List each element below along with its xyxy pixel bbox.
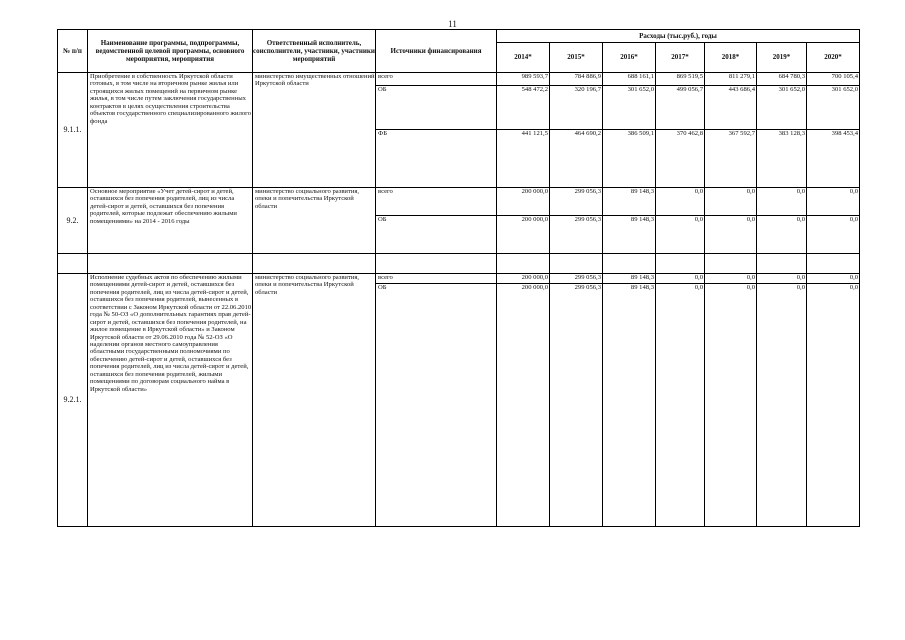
row-name: Исполнение судебных актов по обеспечению жилыми помещениями детей-сирот и детей, оставшихся без попечения родителей, лиц из числа детей-сирот и детей, оставшихся без попечения родителей, вынесенных в соответствии с Законом Иркутской области от 22.06.2010 года № 50-ОЗ «О дополнительных гарантиях прав детей-сирот и детей, оставшихся без попечения родителей, на жилое помещение в Иркутской области» и Законом Иркутской области от 29.06.2010 года № 52-ОЗ «О наделении органов местного самоуправления областными государственными полномочиями по обеспечению детей-сирот и детей, оставшихся без попечения родителей, лиц из числа детей-сирот и детей, оставшихся без попечения родителей, жилыми помещениями по договорам социального найма в Иркутской области» [88, 274, 253, 527]
value-cell: 441 121,5 [497, 130, 550, 188]
value-cell: 811 279,1 [705, 73, 757, 86]
value-cell: 0,0 [705, 284, 757, 527]
source-cell: всего [376, 274, 497, 284]
spacer-row [58, 254, 860, 274]
value-cell: 370 462,8 [656, 130, 705, 188]
row-executor: министерство социального развития, опеки и попечительства Иркутской области [253, 274, 376, 527]
source-cell: всего [376, 188, 497, 216]
header-year: 2018* [705, 43, 757, 73]
header-source: Источники финансирования [376, 30, 497, 73]
value-cell: 0,0 [705, 216, 757, 254]
value-cell: 0,0 [656, 284, 705, 527]
value-cell: 200 000,0 [497, 188, 550, 216]
source-cell: всего [376, 73, 497, 86]
value-cell: 386 509,1 [603, 130, 656, 188]
value-cell: 200 000,0 [497, 284, 550, 527]
value-cell: 367 592,7 [705, 130, 757, 188]
source-cell: ОБ [376, 284, 497, 527]
value-cell: 0,0 [757, 216, 807, 254]
value-cell: 700 105,4 [807, 73, 860, 86]
value-cell: 299 056,3 [550, 274, 603, 284]
value-cell: 0,0 [757, 188, 807, 216]
header-year: 2015* [550, 43, 603, 73]
value-cell: 301 652,0 [603, 86, 656, 130]
row-executor: министерство имущественных отношений Иркутской области [253, 73, 376, 188]
header-name: Наименование программы, подпрограммы, ведомственной целевой программы, основного мероприятия, мероприятия [88, 30, 253, 73]
value-cell: 0,0 [757, 274, 807, 284]
value-cell: 0,0 [656, 188, 705, 216]
table-row [58, 73, 860, 86]
value-cell: 200 000,0 [497, 274, 550, 284]
header-year: 2019* [757, 43, 807, 73]
header-year: 2016* [603, 43, 656, 73]
value-cell: 0,0 [705, 274, 757, 284]
budget-table [57, 29, 860, 527]
value-cell: 0,0 [807, 216, 860, 254]
value-cell: 443 686,4 [705, 86, 757, 130]
value-cell: 398 453,4 [807, 130, 860, 188]
value-cell: 548 472,2 [497, 86, 550, 130]
value-cell: 301 652,0 [757, 86, 807, 130]
value-cell: 299 056,3 [550, 188, 603, 216]
value-cell: 89 148,3 [603, 274, 656, 284]
value-cell: 0,0 [807, 188, 860, 216]
page-number: 11 [448, 19, 457, 29]
row-name: Приобретение в собственность Иркутской области готовых, в том числе на вторичном рынке жилья или строящихся жилых помещений на первичном рынке жилья, в том числе путем заключения государственных контрактов в целях осуществления строительства объектов государственного специализированного жилого фонда [88, 73, 253, 188]
value-cell: 0,0 [656, 274, 705, 284]
value-cell: 320 196,7 [550, 86, 603, 130]
table-row [58, 188, 860, 216]
header-number: № п/п [58, 30, 88, 73]
value-cell: 684 780,3 [757, 73, 807, 86]
value-cell: 688 161,1 [603, 73, 656, 86]
value-cell: 0,0 [757, 284, 807, 527]
value-cell: 464 690,2 [550, 130, 603, 188]
value-cell: 499 056,7 [656, 86, 705, 130]
value-cell: 0,0 [705, 188, 757, 216]
source-cell: ОБ [376, 86, 497, 130]
header-expenses: Расходы (тыс.руб.), годы [497, 30, 860, 43]
header-executor: Ответственный исполнитель, соисполнители, участники, участники мероприятий [253, 30, 376, 73]
source-cell: ФБ [376, 130, 497, 188]
source-cell: ОБ [376, 216, 497, 254]
value-cell: 200 000,0 [497, 216, 550, 254]
row-name: Основное мероприятие «Учет детей-сирот и детей, оставшихся без попечения родителей, лиц из числа детей-сирот и детей, оставшихся без попечения родителей, которые подлежат обеспечению жилыми помещениями» на 2014 - 2016 годы [88, 188, 253, 254]
value-cell: 0,0 [807, 284, 860, 527]
header-year: 2014* [497, 43, 550, 73]
value-cell: 89 148,3 [603, 216, 656, 254]
value-cell: 89 148,3 [603, 188, 656, 216]
table-header [58, 30, 860, 73]
header-year: 2017* [656, 43, 705, 73]
header-year: 2020* [807, 43, 860, 73]
value-cell: 989 593,7 [497, 73, 550, 86]
table-row [58, 274, 860, 284]
value-cell: 89 148,3 [603, 284, 656, 527]
value-cell: 0,0 [656, 216, 705, 254]
value-cell: 383 128,3 [757, 130, 807, 188]
value-cell: 301 652,0 [807, 86, 860, 130]
value-cell: 299 056,3 [550, 284, 603, 527]
value-cell: 0,0 [807, 274, 860, 284]
row-code: 9.2.1. [58, 274, 88, 527]
row-executor: министерство социального развития, опеки и попечительства Иркутской области [253, 188, 376, 254]
value-cell: 869 519,5 [656, 73, 705, 86]
value-cell: 299 056,3 [550, 216, 603, 254]
row-code: 9.1.1. [58, 73, 88, 188]
row-code: 9.2. [58, 188, 88, 254]
value-cell: 784 886,9 [550, 73, 603, 86]
